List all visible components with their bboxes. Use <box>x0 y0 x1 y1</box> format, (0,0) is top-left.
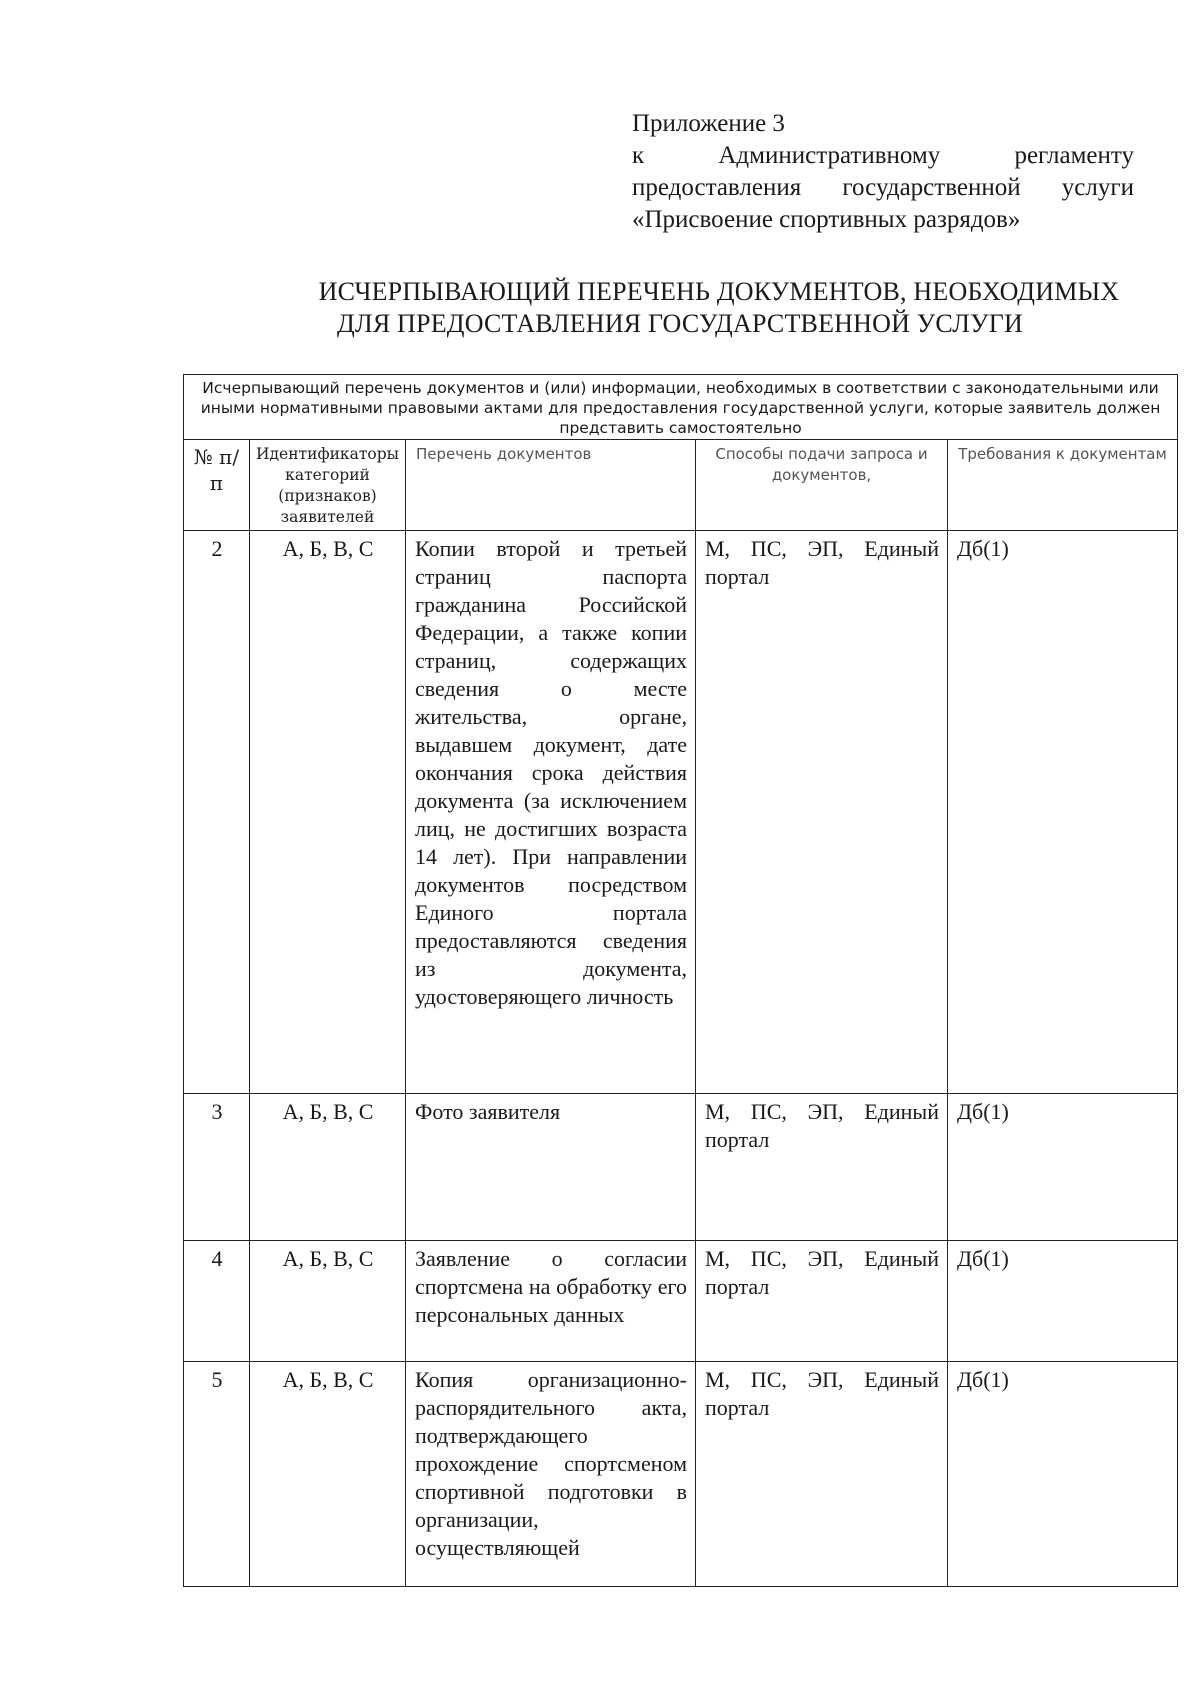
row-docs: Копия организационно-распорядительного акта, подтверждающего прохождение спортсменом спортивной подготовки в организации, осуществляющей <box>406 1362 696 1587</box>
row-num: 2 <box>184 531 250 1094</box>
row-ids: А, Б, В, С <box>250 1241 406 1362</box>
table-caption-row <box>184 375 1178 440</box>
appendix-header <box>632 108 1134 236</box>
row-methods: М, ПС, ЭП, Единый портал <box>696 1094 948 1241</box>
table-caption: Исчерпывающий перечень документов и (или) информации, необходимых в соответствии с законодательными или иными нормативными правовыми актами для предоставления государственной услуги, которые заявитель должен представить самостоятельно <box>184 375 1178 440</box>
appendix-service: предоставления государственной услуги <box>632 174 1134 201</box>
table-row <box>184 1362 1178 1587</box>
title-line-1: ИСЧЕРПЫВАЮЩИЙ ПЕРЕЧЕНЬ ДОКУМЕНТОВ, НЕОБХОДИМЫХ <box>318 277 1120 306</box>
row-docs: Фото заявителя <box>406 1094 696 1241</box>
header-num: № п/п <box>184 440 250 531</box>
row-requirements: Дб(1) <box>948 1241 1178 1362</box>
title-line-2: ДЛЯ ПРЕДОСТАВЛЕНИЯ ГОСУДАРСТВЕННОЙ УСЛУГИ <box>337 309 1023 338</box>
row-methods: М, ПС, ЭП, Единый портал <box>696 1241 948 1362</box>
header-requirements: Требования к документам <box>948 440 1178 531</box>
row-ids: А, Б, В, С <box>250 531 406 1094</box>
header-docs: Перечень документов <box>406 440 696 531</box>
document-title <box>180 276 1180 340</box>
appendix-service-name: «Присвоение спортивных разрядов» <box>632 206 1021 233</box>
row-requirements: Дб(1) <box>948 1362 1178 1587</box>
documents-table <box>183 374 1178 1587</box>
row-ids: А, Б, В, С <box>250 1094 406 1241</box>
row-num: 3 <box>184 1094 250 1241</box>
row-ids: А, Б, В, С <box>250 1362 406 1587</box>
row-docs: Копии второй и третьей страниц паспорта гражданина Российской Федерации, а также копии страниц, содержащих сведения о месте жительства, органе, выдавшем документ, дате окончания срока действия документа (за исключением лиц, не достигших возраста 14 лет). При направлении документов посредством Единого портала предоставляются сведения из документа, удостоверяющего личность <box>406 531 696 1094</box>
row-methods: М, ПС, ЭП, Единый портал <box>696 531 948 1094</box>
header-ids: Идентификаторы категорий (признаков) заявителей <box>250 440 406 531</box>
table-row <box>184 1094 1178 1241</box>
appendix-regulation: к Административному регламенту <box>632 142 1134 169</box>
row-num: 4 <box>184 1241 250 1362</box>
row-requirements: Дб(1) <box>948 1094 1178 1241</box>
header-methods: Способы подачи запроса и документов, <box>696 440 948 531</box>
row-num: 5 <box>184 1362 250 1587</box>
appendix-number: Приложение 3 <box>632 110 785 137</box>
table-row <box>184 1241 1178 1362</box>
row-docs: Заявление о согласии спортсмена на обработку его персональных данных <box>406 1241 696 1362</box>
table-row <box>184 531 1178 1094</box>
row-requirements: Дб(1) <box>948 531 1178 1094</box>
row-methods: М, ПС, ЭП, Единый портал <box>696 1362 948 1587</box>
table-header-row <box>184 440 1178 531</box>
